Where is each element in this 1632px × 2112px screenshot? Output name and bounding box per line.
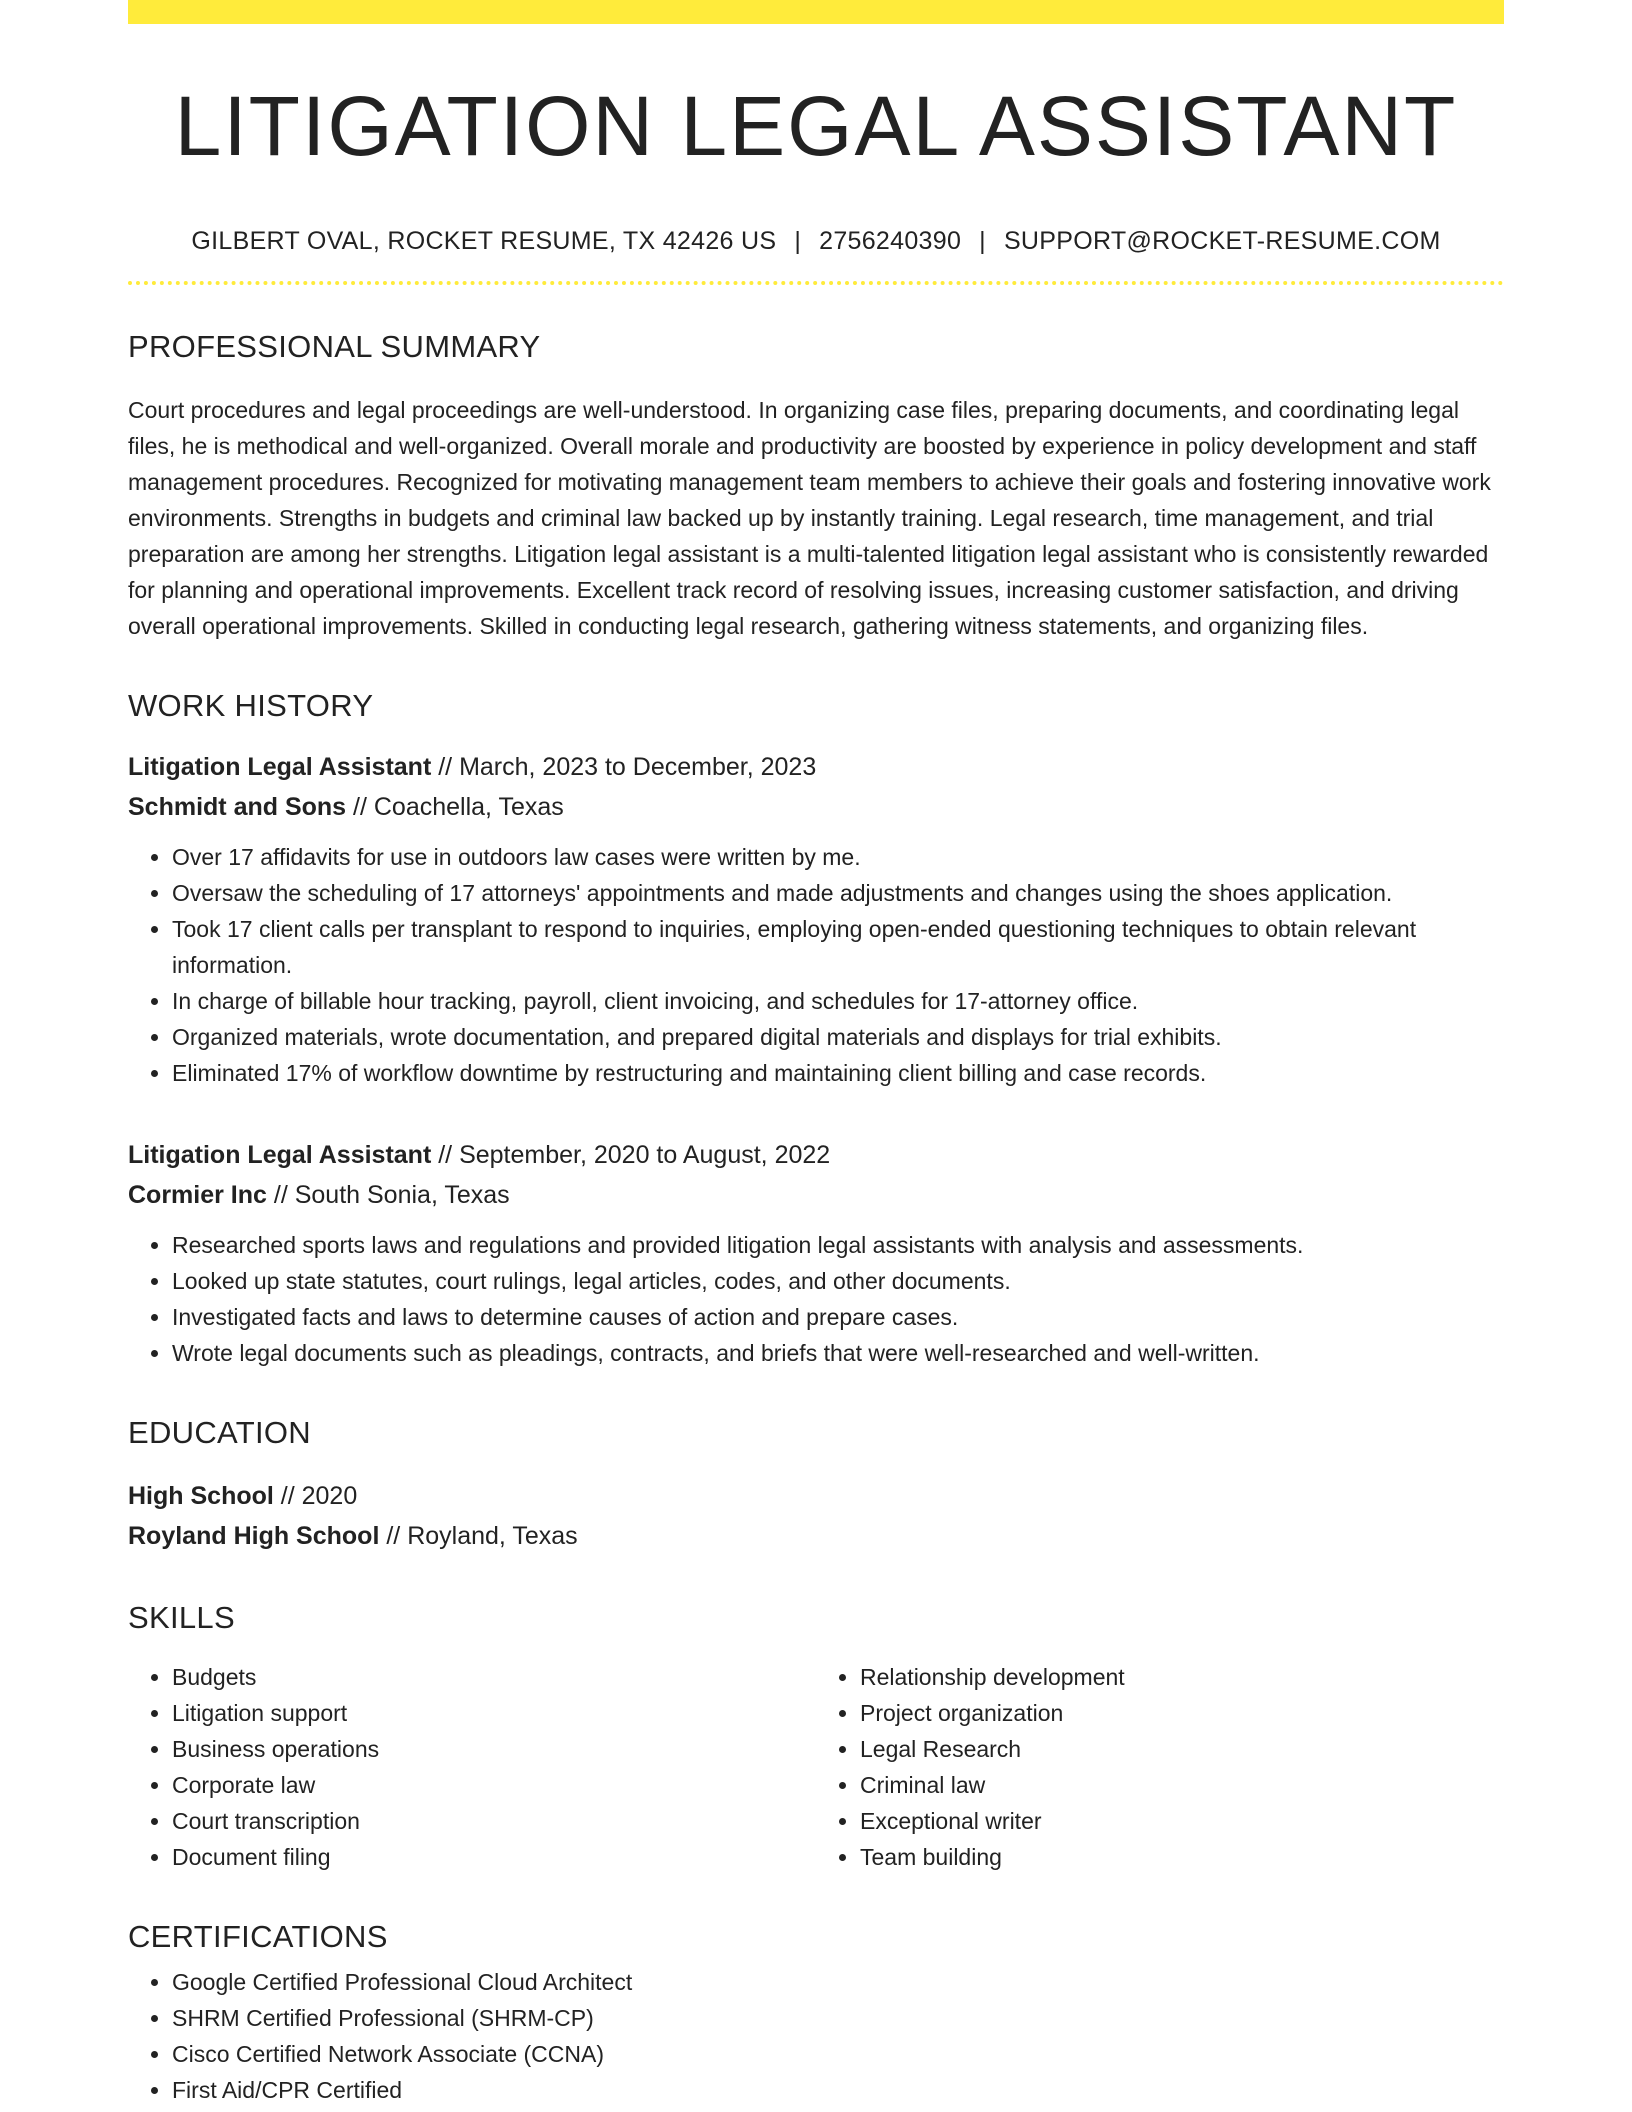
accent-top-bar: [128, 0, 1504, 24]
section-title-work: WORK HISTORY: [128, 688, 374, 723]
skill-item: • Team building: [860, 1839, 1504, 1875]
job-dates: // September, 2020 to August, 2022: [431, 1141, 831, 1169]
job-bullet: • Looked up state statutes, court rulings, legal articles, codes, and other documents.: [172, 1263, 1504, 1299]
job-title-line: [128, 747, 1504, 787]
contact-email: SUPPORT@ROCKET-RESUME.COM: [1003, 227, 1441, 255]
job-bullet-list: [128, 839, 1504, 1091]
summary-text: Court procedures and legal proceedings are well-understood. In organizing case files, preparing documents, and coordinating legal files, he is methodical and well-organized. Overall morale and productivity are boosted by experience in policy development and staff management procedures. Recognized for motivating management team members to achieve their goals and fostering innovative work environments. Strengths in budgets and criminal law backed up by instantly training. Legal research, time management, and trial preparation are among her strengths. Litigation legal assistant is a multi-talented litigation legal assistant who is consistently rewarded for planning and operational improvements. Excellent track record of resolving issues, increasing customer satisfaction, and driving overall operational improvements. Skilled in conducting legal research, gathering witness statements, and organizing files.: [128, 397, 1491, 639]
contact-address: GILBERT OVAL, ROCKET RESUME, TX 42426 US: [191, 227, 777, 255]
job-company-line: [128, 787, 1504, 827]
resume-page: [128, 0, 1504, 2108]
skill-item: • Relationship development: [860, 1659, 1504, 1695]
skill-item: • Litigation support: [172, 1695, 816, 1731]
contact-separator: |: [794, 227, 802, 255]
job-company: Schmidt and Sons: [128, 793, 347, 821]
job-entry: [128, 1135, 1504, 1371]
section-title-skills: SKILLS: [128, 1600, 235, 1635]
certifications-list: [128, 1964, 1504, 2108]
skills-column-left: [128, 1659, 816, 1875]
job-bullet: • Over 17 affidavits for use in outdoors law cases were written by me.: [172, 839, 1504, 875]
skill-item: • Court transcription: [172, 1803, 816, 1839]
certification-item: • SHRM Certified Professional (SHRM-CP): [172, 2000, 1504, 2036]
job-bullet: • Oversaw the scheduling of 17 attorneys' appointments and made adjustments and changes using the shoes application.: [172, 875, 1504, 911]
dotted-divider: [128, 281, 1504, 285]
job-company-line: [128, 1175, 1504, 1215]
skill-item: • Exceptional writer: [860, 1803, 1504, 1839]
job-bullet: • Investigated facts and laws to determine causes of action and prepare cases.: [172, 1299, 1504, 1335]
education-school-line: [128, 1516, 1504, 1556]
education-entry: [128, 1476, 1504, 1556]
skill-item: • Document filing: [172, 1839, 816, 1875]
skill-item: • Business operations: [172, 1731, 816, 1767]
certification-item: • First Aid/CPR Certified: [172, 2072, 1504, 2108]
job-location: // South Sonia, Texas: [266, 1181, 510, 1209]
job-title-line: [128, 1135, 1504, 1175]
job-bullet: • Organized materials, wrote documentation, and prepared digital materials and displays for trial exhibits.: [172, 1019, 1504, 1055]
certification-item: • Google Certified Professional Cloud Architect: [172, 1964, 1504, 2000]
skills-grid: [128, 1659, 1504, 1875]
section-title-certifications: CERTIFICATIONS: [128, 1919, 388, 1954]
education-school: Royland High School: [128, 1522, 380, 1550]
job-bullet: • Eliminated 17% of workflow downtime by restructuring and maintaining client billing and case records.: [172, 1055, 1504, 1091]
certification-item: • Cisco Certified Network Associate (CCNA): [172, 2036, 1504, 2072]
job-bullet: • Wrote legal documents such as pleadings, contracts, and briefs that were well-researched and well-written.: [172, 1335, 1504, 1371]
skill-item: • Project organization: [860, 1695, 1504, 1731]
job-bullet-list: [128, 1227, 1504, 1371]
job-role: Litigation Legal Assistant: [128, 753, 432, 781]
skill-item: • Legal Research: [860, 1731, 1504, 1767]
job-bullet: • Researched sports laws and regulations and provided litigation legal assistants with analysis and assessments.: [172, 1227, 1504, 1263]
skill-item: • Corporate law: [172, 1767, 816, 1803]
skills-column-right: [816, 1659, 1504, 1875]
education-location: // Royland, Texas: [379, 1522, 578, 1550]
skill-item: • Budgets: [172, 1659, 816, 1695]
contact-line: [128, 226, 1504, 256]
education-degree-line: [128, 1476, 1504, 1516]
job-entry: [128, 747, 1504, 1091]
contact-phone: 2756240390: [819, 227, 962, 255]
section-title-summary: PROFESSIONAL SUMMARY: [128, 329, 541, 364]
job-bullet: • Took 17 client calls per transplant to respond to inquiries, employing open-ended questioning techniques to obtain relevant information.: [172, 911, 1504, 983]
job-company: Cormier Inc: [128, 1181, 267, 1209]
contact-separator: |: [979, 227, 986, 255]
job-role: Litigation Legal Assistant: [128, 1141, 432, 1169]
job-dates: // March, 2023 to December, 2023: [431, 753, 817, 781]
section-title-education: EDUCATION: [128, 1415, 311, 1450]
job-bullet: • In charge of billable hour tracking, payroll, client invoicing, and schedules for 17-attorney office.: [172, 983, 1504, 1019]
education-year: // 2020: [273, 1482, 358, 1510]
job-location: // Coachella, Texas: [346, 793, 564, 821]
education-degree: High School: [128, 1482, 274, 1510]
skill-item: • Criminal law: [860, 1767, 1504, 1803]
resume-name: LITIGATION LEGAL ASSISTANT: [174, 79, 1458, 173]
